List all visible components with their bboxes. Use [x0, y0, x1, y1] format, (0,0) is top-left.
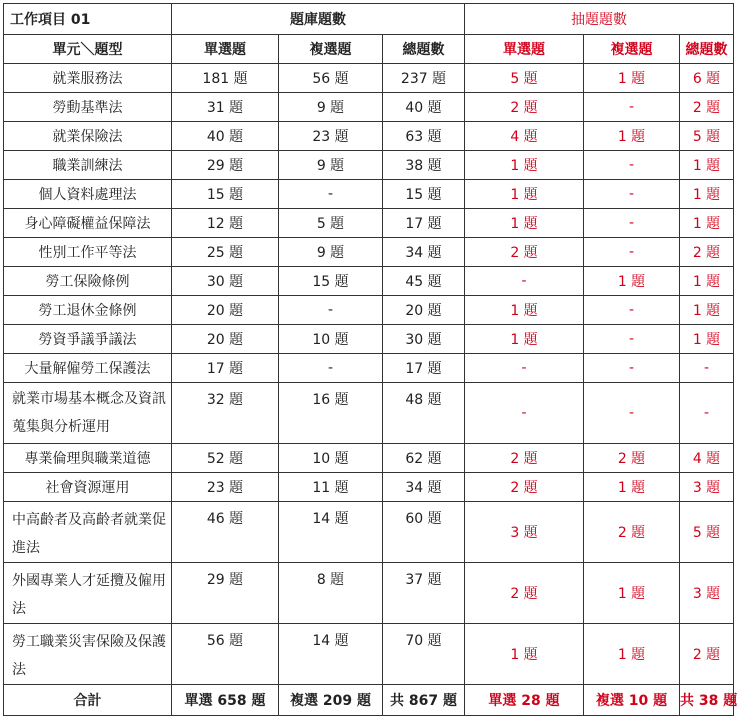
draw-single-count: 5 題 [465, 64, 584, 93]
header-row-1 [4, 4, 734, 35]
table-row [4, 93, 734, 122]
draw-multi-count: - [584, 383, 680, 444]
draw-total-count: 1 題 [680, 180, 734, 209]
bank-multi-count: 8 題 [279, 563, 383, 624]
draw-multi-header: 複選題 [584, 35, 680, 64]
bank-multi-count: 10 題 [279, 325, 383, 354]
draw-total-count: 1 題 [680, 209, 734, 238]
draw-single-count: 1 題 [465, 209, 584, 238]
bank-multi-count: 9 題 [279, 93, 383, 122]
table-row [4, 122, 734, 151]
draw-multi-count: 2 題 [584, 502, 680, 563]
bank-total-count: 17 題 [383, 209, 465, 238]
unit-name: 個人資料處理法 [4, 180, 172, 209]
draw-multi-count: - [584, 151, 680, 180]
unit-name: 大量解僱勞工保護法 [4, 354, 172, 383]
totals-label: 合計 [4, 685, 172, 716]
draw-total-count: 1 題 [680, 151, 734, 180]
bank-total-header: 總題數 [383, 35, 465, 64]
draw-total-count: 4 題 [680, 444, 734, 473]
bank-single-count: 30 題 [172, 267, 279, 296]
unit-name: 勞資爭議爭議法 [4, 325, 172, 354]
bank-total-count: 17 題 [383, 354, 465, 383]
unit-name: 就業市場基本概念及資訊蒐集與分析運用 [4, 383, 172, 444]
question-count-table-wrapper [3, 3, 737, 716]
draw-multi-count: - [584, 296, 680, 325]
draw-total-count: 3 題 [680, 563, 734, 624]
bank-single-count: 20 題 [172, 325, 279, 354]
table-row [4, 473, 734, 502]
bank-total-count: 60 題 [383, 502, 465, 563]
draw-single-count: 2 題 [465, 444, 584, 473]
bank-single-count: 25 題 [172, 238, 279, 267]
unit-name: 社會資源運用 [4, 473, 172, 502]
bank-total-count: 237 題 [383, 64, 465, 93]
bank-single-count: 12 題 [172, 209, 279, 238]
work-item-title: 工作項目 01 [4, 4, 172, 35]
total-bank-all: 共 867 題 [383, 685, 465, 716]
total-draw-multi: 複選 10 題 [584, 685, 680, 716]
bank-multi-count: 15 題 [279, 267, 383, 296]
bank-single-count: 56 題 [172, 624, 279, 685]
draw-total-count: - [680, 383, 734, 444]
draw-single-count: 2 題 [465, 238, 584, 267]
draw-multi-count: - [584, 93, 680, 122]
bank-multi-count: 23 題 [279, 122, 383, 151]
unit-name: 性別工作平等法 [4, 238, 172, 267]
table-row [4, 383, 734, 444]
bank-total-count: 34 題 [383, 238, 465, 267]
bank-total-count: 70 題 [383, 624, 465, 685]
unit-name: 外國專業人才延攬及僱用法 [4, 563, 172, 624]
draw-single-count: 1 題 [465, 151, 584, 180]
bank-multi-count: 56 題 [279, 64, 383, 93]
unit-name: 勞工保險條例 [4, 267, 172, 296]
bank-single-count: 15 題 [172, 180, 279, 209]
draw-single-count: 1 題 [465, 180, 584, 209]
draw-single-count: - [465, 354, 584, 383]
bank-total-count: 63 題 [383, 122, 465, 151]
draw-total-count: 5 題 [680, 122, 734, 151]
draw-total-count: 2 題 [680, 93, 734, 122]
table-row [4, 267, 734, 296]
unit-name: 身心障礙權益保障法 [4, 209, 172, 238]
draw-multi-count: - [584, 209, 680, 238]
table-row [4, 296, 734, 325]
draw-single-count: - [465, 383, 584, 444]
bank-total-count: 40 題 [383, 93, 465, 122]
bank-single-count: 29 題 [172, 151, 279, 180]
table-row [4, 209, 734, 238]
bank-total-count: 20 題 [383, 296, 465, 325]
bank-total-count: 34 題 [383, 473, 465, 502]
draw-single-count: 2 題 [465, 473, 584, 502]
question-count-table [3, 3, 737, 716]
bank-multi-count: - [279, 354, 383, 383]
draw-total-count: 3 題 [680, 473, 734, 502]
table-row [4, 64, 734, 93]
bank-single-count: 29 題 [172, 563, 279, 624]
draw-single-count: 1 題 [465, 296, 584, 325]
bank-single-count: 17 題 [172, 354, 279, 383]
draw-multi-count: 1 題 [584, 473, 680, 502]
unit-name: 就業保險法 [4, 122, 172, 151]
header-row-2 [4, 35, 734, 64]
table-row [4, 325, 734, 354]
draw-single-count: 3 題 [465, 502, 584, 563]
draw-multi-count: - [584, 180, 680, 209]
bank-single-count: 46 題 [172, 502, 279, 563]
bank-total-count: 62 題 [383, 444, 465, 473]
bank-single-count: 32 題 [172, 383, 279, 444]
bank-total-count: 48 題 [383, 383, 465, 444]
draw-total-count: 5 題 [680, 502, 734, 563]
bank-multi-count: 11 題 [279, 473, 383, 502]
bank-multi-count: 9 題 [279, 238, 383, 267]
bank-total-count: 15 題 [383, 180, 465, 209]
unit-type-header: 單元＼題型 [4, 35, 172, 64]
unit-name: 勞工退休金條例 [4, 296, 172, 325]
total-bank-multi: 複選 209 題 [279, 685, 383, 716]
draw-total-count: 2 題 [680, 624, 734, 685]
draw-multi-count: - [584, 354, 680, 383]
draw-total-count: 2 題 [680, 238, 734, 267]
bank-multi-header: 複選題 [279, 35, 383, 64]
table-row [4, 502, 734, 563]
bank-multi-count: 9 題 [279, 151, 383, 180]
draw-group-header: 抽題題數 [465, 4, 734, 35]
unit-name: 勞動基準法 [4, 93, 172, 122]
draw-total-count: 1 題 [680, 267, 734, 296]
table-row [4, 151, 734, 180]
bank-multi-count: 10 題 [279, 444, 383, 473]
draw-multi-count: 1 題 [584, 64, 680, 93]
bank-single-count: 52 題 [172, 444, 279, 473]
bank-multi-count: - [279, 180, 383, 209]
unit-name: 中高齡者及高齡者就業促進法 [4, 502, 172, 563]
bank-group-header: 題庫題數 [172, 4, 465, 35]
bank-single-count: 20 題 [172, 296, 279, 325]
table-row [4, 563, 734, 624]
unit-name: 職業訓練法 [4, 151, 172, 180]
table-row [4, 238, 734, 267]
bank-total-count: 37 題 [383, 563, 465, 624]
draw-total-count: 6 題 [680, 64, 734, 93]
draw-total-header: 總題數 [680, 35, 734, 64]
bank-single-count: 181 題 [172, 64, 279, 93]
bank-total-count: 30 題 [383, 325, 465, 354]
unit-name: 就業服務法 [4, 64, 172, 93]
bank-multi-count: 5 題 [279, 209, 383, 238]
bank-single-header: 單選題 [172, 35, 279, 64]
table-row [4, 444, 734, 473]
draw-multi-count: 1 題 [584, 122, 680, 151]
bank-single-count: 31 題 [172, 93, 279, 122]
bank-total-count: 45 題 [383, 267, 465, 296]
bank-multi-count: 14 題 [279, 624, 383, 685]
bank-single-count: 40 題 [172, 122, 279, 151]
draw-total-count: 1 題 [680, 296, 734, 325]
unit-name: 專業倫理與職業道德 [4, 444, 172, 473]
draw-single-count: 2 題 [465, 563, 584, 624]
total-bank-single: 單選 658 題 [172, 685, 279, 716]
totals-row [4, 685, 734, 716]
draw-single-count: - [465, 267, 584, 296]
draw-total-count: - [680, 354, 734, 383]
draw-multi-count: - [584, 238, 680, 267]
draw-multi-count: - [584, 325, 680, 354]
bank-multi-count: - [279, 296, 383, 325]
bank-multi-count: 16 題 [279, 383, 383, 444]
total-draw-all: 共 38 題 [680, 685, 734, 716]
draw-single-header: 單選題 [465, 35, 584, 64]
table-row [4, 180, 734, 209]
draw-single-count: 2 題 [465, 93, 584, 122]
draw-single-count: 4 題 [465, 122, 584, 151]
draw-multi-count: 2 題 [584, 444, 680, 473]
bank-single-count: 23 題 [172, 473, 279, 502]
draw-single-count: 1 題 [465, 624, 584, 685]
draw-multi-count: 1 題 [584, 563, 680, 624]
table-row [4, 624, 734, 685]
draw-multi-count: 1 題 [584, 267, 680, 296]
draw-single-count: 1 題 [465, 325, 584, 354]
bank-multi-count: 14 題 [279, 502, 383, 563]
unit-name: 勞工職業災害保險及保護法 [4, 624, 172, 685]
draw-multi-count: 1 題 [584, 624, 680, 685]
bank-total-count: 38 題 [383, 151, 465, 180]
draw-total-count: 1 題 [680, 325, 734, 354]
table-row [4, 354, 734, 383]
total-draw-single: 單選 28 題 [465, 685, 584, 716]
